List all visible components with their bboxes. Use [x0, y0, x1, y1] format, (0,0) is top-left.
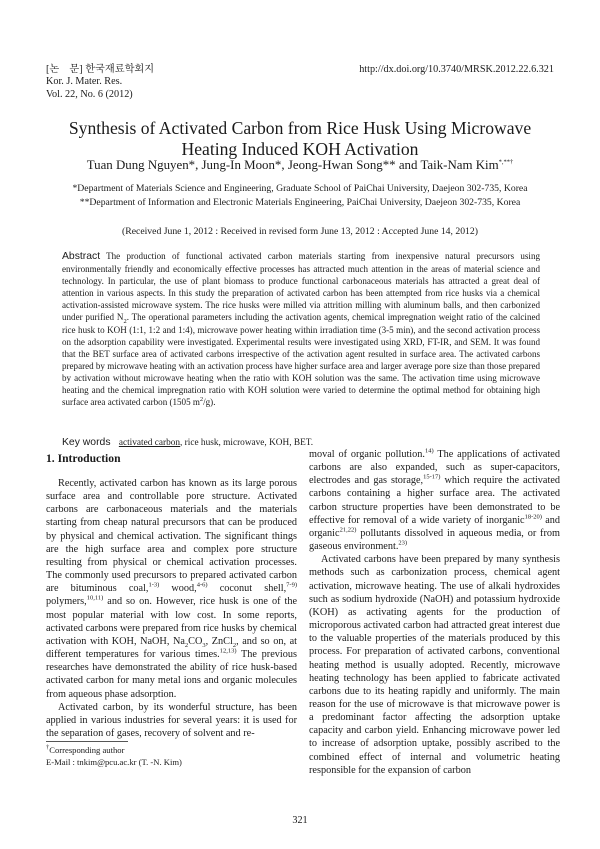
- author-4-marks: *,**†: [498, 158, 514, 166]
- abstract-text-3: /g).: [203, 397, 216, 408]
- citation: 18-20): [524, 513, 542, 521]
- keywords: [62, 437, 540, 448]
- citation: 23): [398, 539, 408, 547]
- text-run: The applications of activated carbons are also expanded, such as super-capacitors, electrodes and gas storage,: [309, 449, 560, 487]
- subscript: 2: [184, 641, 189, 649]
- right-column: [309, 448, 560, 777]
- text-run: CO: [188, 635, 203, 647]
- text-run: coconut shell,: [207, 583, 287, 595]
- author-3: Jeong-Hwan Song**: [287, 158, 399, 172]
- keywords-label: Key words: [62, 437, 111, 448]
- title-line-2: Heating Induced KOH Activation: [181, 138, 419, 159]
- affiliation-1: *Department of Materials Science and Engineering, Graduate School of PaiChai University, Daejeon 302-735, Korea: [72, 183, 528, 194]
- subscript: 2: [232, 641, 237, 649]
- text-run: moval of organic pollution.: [309, 449, 425, 460]
- citation: 12,13): [219, 647, 237, 655]
- text-run: and organic: [309, 514, 560, 539]
- footnote-rule: [46, 741, 128, 742]
- citation: 14): [424, 447, 434, 455]
- page-number: 321: [292, 815, 308, 826]
- received-dates: (Received June 1, 2012 : Received in revised form June 13, 2012 : Accepted June 14, 2012): [122, 226, 478, 237]
- text-run: , and so on, at different temperatures for various times.: [46, 635, 297, 661]
- journal-volume: Vol. 22, No. 6 (2012): [46, 88, 133, 100]
- right-paragraph-2: Activated carbons have been prepared by many synthesis methods such as carbonization process, chemical agent activation, microwave heating. The use of alkali hydroxides such as sodium hydroxide (NaOH) and potassium hydroxide (KOH) as activating agents for the production of microporous activated carbon had attracted great interest due to the valuable properties of the materials produced by this process. For preparation of activated carbons, conventional heating method is usually adopted. Recently, microwave heating technology has been applied to fabricate activated carbons due to its heating rapidly and uniformly. The main reason for the use of microwave is that microwave power is a predominant factor affecting the adsorption uptake capacity and carbon yield. Enhancing microwave power led to increase of adsorption uptake, possibly ascribed to the combined effect of internal and volumetric heating responsible for the expansion of carbon: [309, 554, 560, 776]
- author-1: Tuan Dung Nguyen*,: [86, 158, 202, 172]
- author-4: Taik-Nam Kim: [420, 158, 499, 172]
- running-header-left: [46, 64, 154, 101]
- abstract-sup: 2: [199, 396, 204, 404]
- abstract: [62, 250, 540, 408]
- author-list: [30, 158, 570, 173]
- subscript: 3: [202, 641, 206, 649]
- paper-title: [30, 118, 570, 159]
- left-paragraph-2: Activated carbon, by its wonderful structure, has been applied in various industries for several years: it is used for the separation of gases, recovery of solvent and re-: [46, 701, 297, 739]
- corresponding-label: Corresponding author: [49, 745, 125, 755]
- journal-abbrev: Kor. J. Mater. Res.: [46, 76, 123, 88]
- abstract-sub: 2: [123, 318, 127, 326]
- abstract-label: Abstract: [62, 251, 101, 262]
- left-paragraph-1: [46, 477, 297, 701]
- text-run: Recently, activated carbon has known as its large porous surface area and controllable pore structure. Activated carbons are carbonaceous materials and the materials starting from cheap natural precursors that can be produced by physical and chemical activation. The significant things are the high surface area and complex pore structure resulting from physical or chemical activation processes. The commonly used precursors to prepared activated carbon are bituminous coal,: [46, 478, 297, 595]
- text-run: wood,: [159, 583, 197, 595]
- right-paragraph-1: [309, 448, 560, 553]
- author-and: and: [398, 158, 421, 172]
- author-2: Jung-In Moon*,: [201, 158, 288, 172]
- footnote-email[interactable]: E-Mail : tnkim@pcu.ac.kr (T. -N. Kim): [46, 757, 182, 767]
- keywords-rest: , rice husk, microwave, KOH, BET.: [180, 438, 314, 448]
- citation: 10,11): [86, 595, 104, 602]
- text-run: polymers,: [46, 596, 87, 608]
- text-run: , ZnCl: [205, 635, 233, 647]
- affiliation-2: **Department of Information and Electronic Materials Engineering, PaiChai University, Daejeon 302-735, Korea: [79, 197, 521, 208]
- citation: 21,22): [339, 526, 357, 534]
- text-run: pollutants dissolved in aqueous media, or from gaseous environment.: [309, 527, 560, 553]
- text-run: The previous researches have demonstrated the ability of rice husk-based activated carbon for many metal ions and organic molecules from aqueous phase adsorption.: [46, 649, 297, 700]
- citation: 7-9): [286, 581, 297, 589]
- title-line-1: Synthesis of Activated Carbon from Rice Husk Using Microwave: [68, 118, 532, 138]
- citation: 4-6): [196, 581, 208, 589]
- abstract-text-2: . The operational parameters including the activation agents, chemical impregnation weight ratio of the calcined rice husk to KOH (1:1, 1:2 and 1:4), microwave power heating within irradiation time (3-5 min), and the second activation process on the adsorption capability were investigated. Experimental results were investigated using XRD, FT-IR, and SEM. It was found that the BET surface area of activated carbons irrespective of the activation agent resulted in surface area. The activated carbons prepared by microwave heating with an activation process have higher surface area and larger average pore size than those prepared by activation without microwave heating when the ratio with KOH solution was the same. The activation time using microwave heating and the chemical impregnation ratio with KOH solution were varied to determine the optimal method for obtaining high surface area activated carbon (1505 m: [62, 312, 541, 408]
- text-run: which require the activated carbons containing a higher surface area. The activated carbon structure properties have been demonstrated to be effective for removal of a wide variety of inorganic: [309, 475, 560, 526]
- citation: 15-17): [423, 473, 441, 481]
- journal-korean-name: [논 문] 한국재료학회지: [46, 64, 155, 75]
- footnote-corresponding: [46, 745, 124, 755]
- citation: 1-3): [148, 581, 160, 589]
- section-heading: 1. Introduction: [46, 452, 121, 465]
- doi-link[interactable]: http://dx.doi.org/10.3740/MRSK.2012.22.6.321: [359, 64, 554, 75]
- dagger-mark: †: [46, 744, 50, 752]
- keyword-activated-carbon: activated carbon: [118, 438, 181, 448]
- left-column: [46, 477, 297, 740]
- text-run: and so on. However, rice husk is one of the most popular material with low cost. In some reports, activated carbons were prepared from rice husks by chemical activation with KOH, NaOH, Na: [46, 596, 298, 647]
- abstract-text-1: The production of functional activated carbon materials starting from inexpensive natural precursors using environmentally friendly and economically effective processes has attracted much attention in the areas of material science and technology. In particular, the use of plant biomass to produce functional carbonaceous materials has attracted a great deal of attention in various aspects. In this study the preparation of activated carbon has been attempted from rice husks via a chemical activation-assisted microwave system. The rice husks were milled via attrition milling with aluminum balls, and then carbonized under purified N: [62, 251, 540, 323]
